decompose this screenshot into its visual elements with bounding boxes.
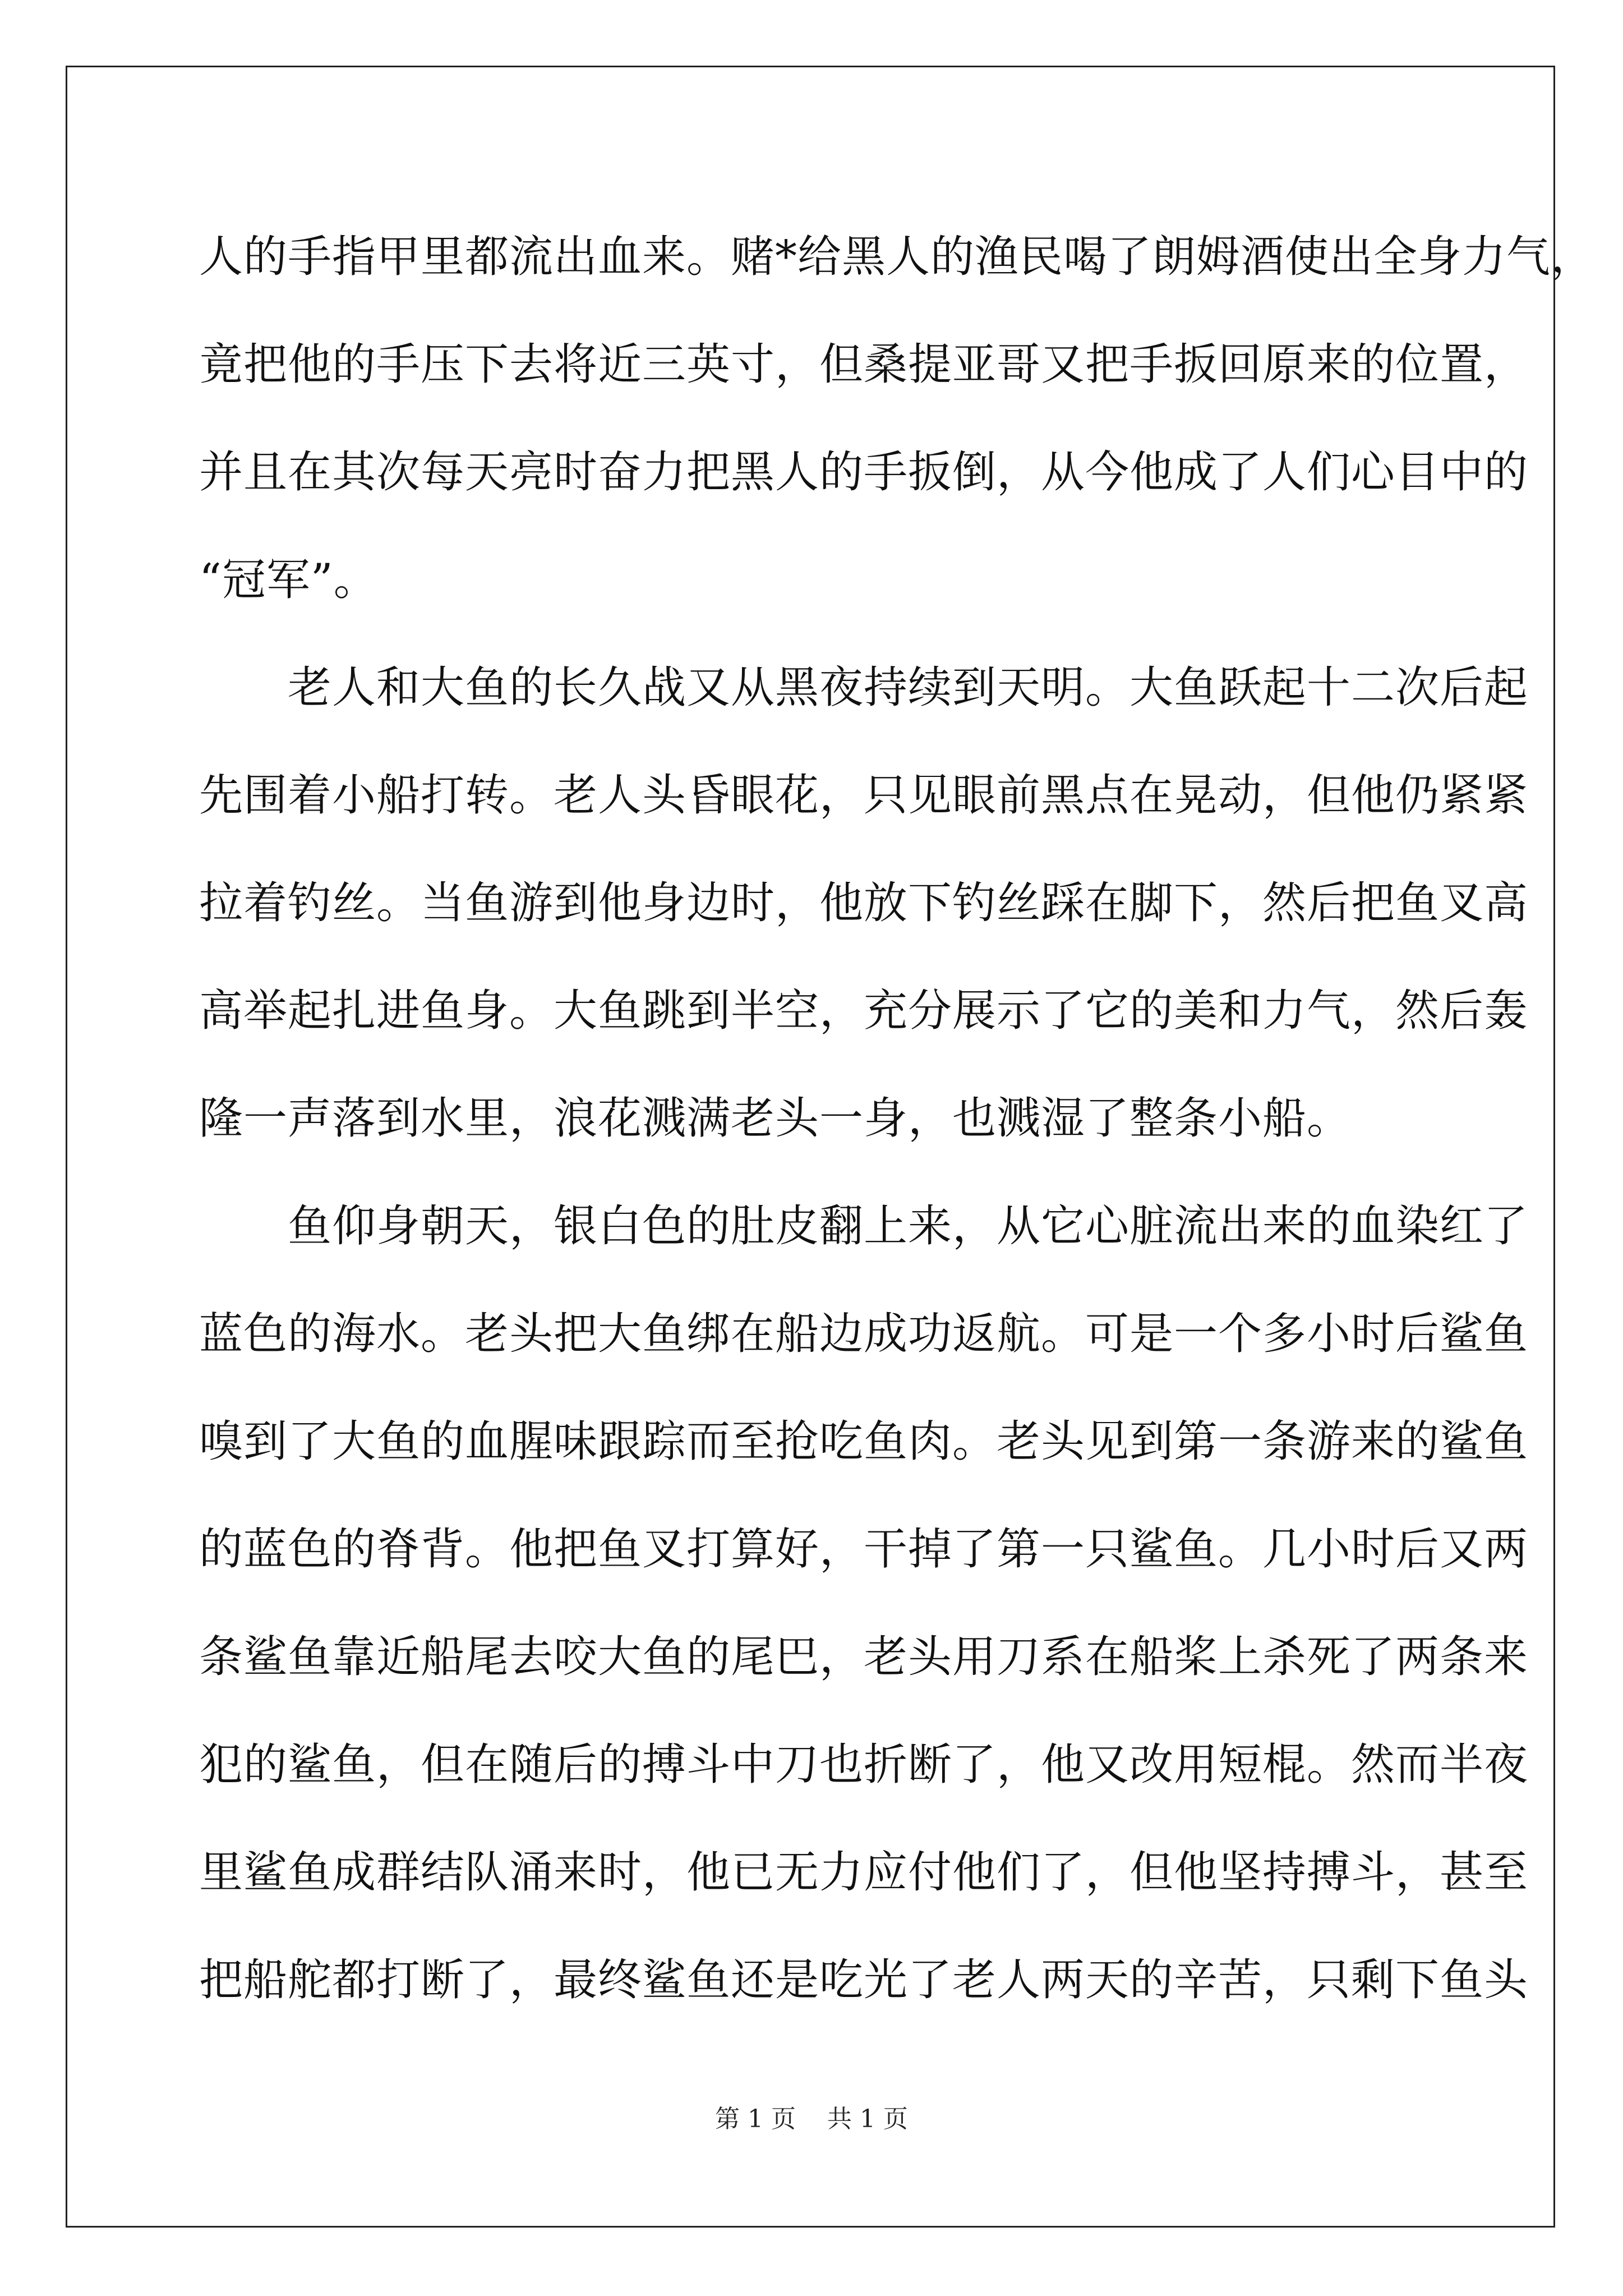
text-line: 嗅到了大鱼的血腥味跟踪而至抢吃鱼肉。老头见到第一条游来的鲨鱼 [199,1416,1529,1467]
text-line: 鱼仰身朝天，银白色的肚皮翻上来，从它心脏流出来的血染红了 [199,1201,1529,1251]
text-line: 拉着钓丝。当鱼游到他身边时，他放下钓丝踩在脚下，然后把鱼叉高 [199,878,1529,928]
text-line: “冠军”。 [199,555,378,605]
text-line: 条鲨鱼靠近船尾去咬大鱼的尾巴，老头用刀系在船桨上杀死了两条来 [199,1632,1529,1682]
text-line: 先围着小船打转。老人头昏眼花，只见眼前黑点在晃动，但他仍紧紧 [199,770,1529,821]
text-line: 竟把他的手压下去将近三英寸，但桑提亚哥又把手扳回原来的位置， [199,339,1529,390]
text-line: 犯的鲨鱼，但在随后的搏斗中刀也折断了，他又改用短棍。然而半夜 [199,1740,1529,1790]
page-number-footer: 第 1 页 共 1 页 [715,2105,908,2133]
text-line: 里鲨鱼成群结队涌来时，他已无力应付他们了，但他坚持搏斗，甚至 [199,1847,1529,1898]
text-line: 并且在其次每天亮时奋力把黑人的手扳倒，从今他成了人们心目中的 [199,447,1529,498]
text-line: 老人和大鱼的长久战又从黑夜持续到天明。大鱼跃起十二次后起 [199,662,1529,713]
text-line: 高举起扎进鱼身。大鱼跳到半空，充分展示了它的美和力气，然后轰 [199,986,1529,1036]
text-line: 隆一声落到水里，浪花溅满老头一身，也溅湿了整条小船。 [199,1093,1352,1144]
text-line: 的蓝色的脊背。他把鱼叉打算好，干掉了第一只鲨鱼。几小时后又两 [199,1524,1529,1575]
text-line: 蓝色的海水。老头把大鱼绑在船边成功返航。可是一个多小时后鲨鱼 [199,1309,1529,1359]
text-line: 人的手指甲里都流出血来。赌*给黑人的渔民喝了朗姆酒使出全身力气， [199,232,1596,282]
text-line: 把船舵都打断了，最终鲨鱼还是吃光了老人两天的辛苦，只剩下鱼头 [199,1955,1529,2005]
document-body [199,212,1596,2043]
